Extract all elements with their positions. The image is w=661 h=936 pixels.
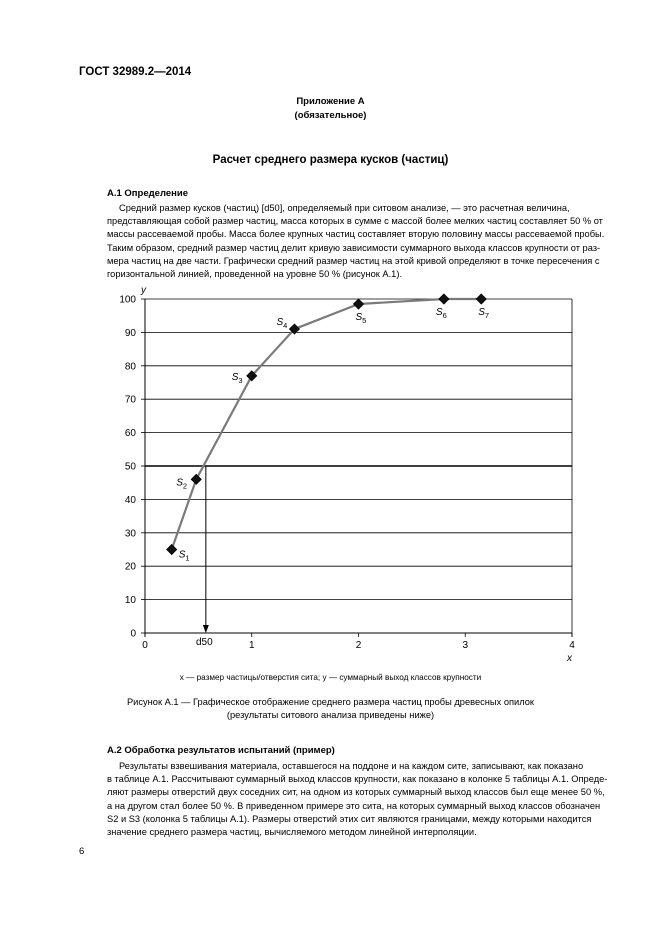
- a1-line: массы рассеваемой пробы. Масса более крупных частиц составляет вторую половину массы рассеваемой пробы.: [107, 229, 605, 240]
- point-label-subscript: 3: [238, 375, 243, 385]
- a2-line: ляют размеры отверстий двух соседних сит, на одном из которых суммарный выход классов был еще менее 50 %,: [107, 787, 605, 798]
- y-tick-label: 40: [124, 494, 136, 506]
- y-tick-label: 50: [124, 461, 136, 473]
- chart-point-labels: [176, 307, 489, 563]
- a2-paragraph: [107, 760, 613, 839]
- figure-caption-continued: (результаты ситового анализа приведены ниже): [226, 710, 435, 720]
- point-label-letter: S: [231, 371, 239, 383]
- chart-series: [172, 299, 482, 550]
- data-point-marker: [167, 545, 177, 555]
- point-label-letter: S: [178, 549, 186, 561]
- x-tick-label: 0: [142, 640, 148, 651]
- a1-heading: А.1 Определение: [107, 188, 189, 199]
- y-tick-label: 60: [124, 428, 136, 440]
- point-label-letter: S: [435, 307, 443, 318]
- data-point-label: [436, 307, 447, 320]
- d50-arrow-head: [203, 625, 209, 633]
- chart-ticks: [119, 295, 575, 652]
- chart-grid: [145, 299, 572, 600]
- figure-caption: Рисунок А.1 — Графическое отображение среднего размера частиц пробы древесных опилок: [126, 697, 534, 707]
- section-title: Расчет среднего размера кусков (частиц): [212, 154, 449, 166]
- x-axis-title: x: [567, 653, 572, 664]
- annex-status: (обязательное): [294, 110, 367, 121]
- point-label-subscript: 6: [442, 311, 447, 320]
- y-tick-label: 100: [119, 294, 136, 306]
- point-label-letter: S: [478, 307, 485, 318]
- y-tick-label: 90: [124, 327, 136, 339]
- a2-line: Результаты взвешивания материала, оставшегося на поддоне и на каждом сите, записывают, как показано: [119, 761, 584, 771]
- a2-line: в таблице А.1. Рассчитывают суммарный выход классов крупности, как показано в колонке 5 таблицы А.1. Опреде-: [107, 774, 608, 785]
- y-tick-label: 80: [124, 361, 136, 373]
- y-tick-label: 70: [124, 394, 136, 406]
- y-tick-label: 10: [124, 595, 136, 607]
- a1-line: Средний размер кусков (частиц) [d50], определяемый при ситовом анализе, — это расчетная величина,: [119, 203, 570, 213]
- point-label-letter: S: [276, 317, 284, 329]
- y-tick-label: 30: [124, 528, 136, 540]
- data-point-marker: [354, 299, 364, 309]
- data-point-label: [176, 477, 187, 490]
- a2-line: значение среднего размера частиц, вычисляемого методом линейной интерполяции.: [107, 827, 477, 838]
- point-label-letter: S: [355, 312, 363, 324]
- y-axis-title: y: [141, 285, 146, 296]
- data-point-marker: [191, 474, 201, 484]
- document-header: ГОСТ 32989.2—2014: [79, 66, 192, 78]
- data-point-marker: [439, 294, 449, 304]
- y-tick-label: 0: [130, 628, 136, 640]
- data-point-label: [179, 550, 190, 563]
- annex-title: Приложение А: [296, 96, 365, 107]
- chart-axes: [141, 299, 572, 637]
- point-label-subscript: 7: [484, 311, 490, 320]
- a1-paragraph: [107, 202, 613, 281]
- a2-heading: А.2 Обработка результатов испытаний (пример): [107, 745, 335, 756]
- x-tick-label: 1: [248, 640, 255, 651]
- y-tick-label: 20: [124, 561, 136, 573]
- figure-a1-chart: [0, 280, 661, 670]
- d50-label: d50: [196, 637, 213, 648]
- point-label-letter: S: [176, 477, 183, 489]
- data-point-label: [478, 307, 489, 320]
- figure-legend: x — размер частицы/отверстия сита; y — суммарный выход классов крупности: [179, 673, 482, 682]
- point-label-subscript: 5: [362, 316, 367, 326]
- data-point-label: [232, 372, 243, 385]
- a1-line: Таким образом, средний размер частиц делит кривую зависимости суммарного выхода классов крупности от раз-: [107, 242, 601, 253]
- a1-line: горизонтальной линией, проведенной на уровне 50 % (рисунок А.1).: [107, 269, 403, 280]
- point-label-subscript: 4: [283, 321, 288, 331]
- data-point-marker: [476, 294, 486, 304]
- x-tick-label: 3: [462, 640, 469, 651]
- page-number: 6: [79, 846, 85, 857]
- data-point-label: [276, 317, 287, 330]
- cumulative-yield-curve: [172, 299, 482, 550]
- a1-line: представляющая собой размер частиц, масса которых в сумме с массой более мелких частиц составляет 50 % от: [107, 216, 603, 227]
- data-point-label: [356, 312, 367, 325]
- point-label-subscript: 1: [185, 553, 190, 563]
- a1-line: мера частиц на две части. Графически средний размер частиц на этой кривой определяют в точке пересечения с: [107, 255, 600, 266]
- x-tick-label: 4: [569, 640, 575, 651]
- point-label-subscript: 2: [182, 481, 188, 491]
- chart-markers: [167, 294, 490, 555]
- a2-line: S2 и S3 (колонка 5 таблицы А.1). Размеры отверстий этих сит являются границами, между которыми находится: [107, 813, 592, 824]
- a2-line: а на другом стал более 50 %. В приведенном примере это сита, на которых суммарный выход классов обозначен: [107, 800, 601, 811]
- x-tick-label: 2: [355, 640, 362, 651]
